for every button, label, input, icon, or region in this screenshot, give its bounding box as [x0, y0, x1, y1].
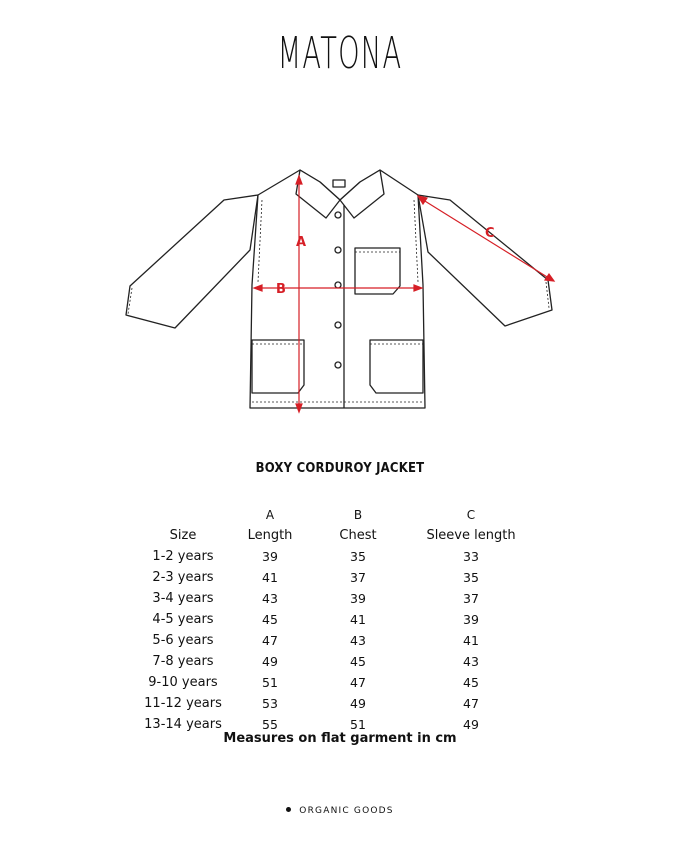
value-cell: 35 [463, 570, 479, 585]
table-row [140, 693, 540, 714]
label-c: C [485, 226, 495, 241]
value-cell: 53 [262, 696, 278, 711]
value-cell: 41 [350, 612, 366, 627]
value-cell: 41 [463, 633, 479, 648]
header-name: Length [247, 528, 293, 543]
jacket-diagram [0, 160, 680, 430]
size-cell: 1-2 years [152, 549, 214, 564]
value-cell: 47 [463, 696, 479, 711]
header-name: Chest [339, 528, 377, 543]
left-sleeve [126, 195, 258, 328]
label-a: A [296, 235, 307, 250]
table-header-letters [140, 504, 540, 525]
button [335, 322, 341, 328]
header-letter [140, 504, 226, 525]
value-cell: 37 [463, 591, 479, 606]
size-cell: 7-8 years [152, 654, 214, 669]
value-cell: 47 [350, 675, 366, 690]
header-letter: B [353, 507, 363, 522]
measure-note: Measures on flat garment in cm [223, 731, 457, 746]
product-title: BOXY CORDUROY JACKET [255, 461, 425, 476]
brand-logo: MATONA [277, 28, 403, 79]
size-cell: 13-14 years [144, 717, 222, 732]
size-cell: 4-5 years [152, 612, 214, 627]
label-b: B [276, 282, 286, 297]
value-cell: 49 [463, 717, 479, 732]
value-cell: 51 [262, 675, 278, 690]
size-cell: 9-10 years [148, 675, 218, 690]
button [335, 362, 341, 368]
right-pocket [370, 340, 423, 393]
chest-pocket [355, 248, 400, 294]
value-cell: 43 [262, 591, 278, 606]
button [335, 282, 341, 288]
table-row [140, 567, 540, 588]
size-chart-table [140, 504, 540, 735]
size-cell: 3-4 years [152, 591, 214, 606]
value-cell: 39 [350, 591, 366, 606]
table-row [140, 630, 540, 651]
footer [0, 806, 680, 816]
value-cell: 43 [463, 654, 479, 669]
header-letter: C [466, 507, 476, 522]
value-cell: 41 [262, 570, 278, 585]
left-pocket [252, 340, 304, 393]
value-cell: 35 [350, 549, 366, 564]
value-cell: 45 [463, 675, 479, 690]
button [335, 212, 341, 218]
table-header-names [140, 525, 540, 546]
header-letter: A [265, 507, 275, 522]
table-row [140, 651, 540, 672]
collar-tag [333, 180, 345, 187]
value-cell: 37 [350, 570, 366, 585]
header-name: Size [169, 528, 197, 543]
bullet-icon [286, 807, 291, 812]
footer-text: ORGANIC GOODS [299, 806, 394, 816]
value-cell: 39 [262, 549, 278, 564]
size-cell: 2-3 years [152, 570, 214, 585]
right-sleeve [418, 195, 552, 326]
value-cell: 49 [262, 654, 278, 669]
size-cell: 5-6 years [152, 633, 214, 648]
header-name: Sleeve length [426, 528, 516, 543]
value-cell: 49 [350, 696, 366, 711]
table-row [140, 609, 540, 630]
value-cell: 55 [262, 717, 278, 732]
value-cell: 43 [350, 633, 366, 648]
value-cell: 51 [350, 717, 366, 732]
size-cell: 11-12 years [144, 696, 222, 711]
value-cell: 47 [262, 633, 278, 648]
value-cell: 45 [262, 612, 278, 627]
value-cell: 45 [350, 654, 366, 669]
table-row [140, 588, 540, 609]
button [335, 247, 341, 253]
value-cell: 39 [463, 612, 479, 627]
table-row [140, 672, 540, 693]
table-row [140, 546, 540, 567]
value-cell: 33 [463, 549, 479, 564]
